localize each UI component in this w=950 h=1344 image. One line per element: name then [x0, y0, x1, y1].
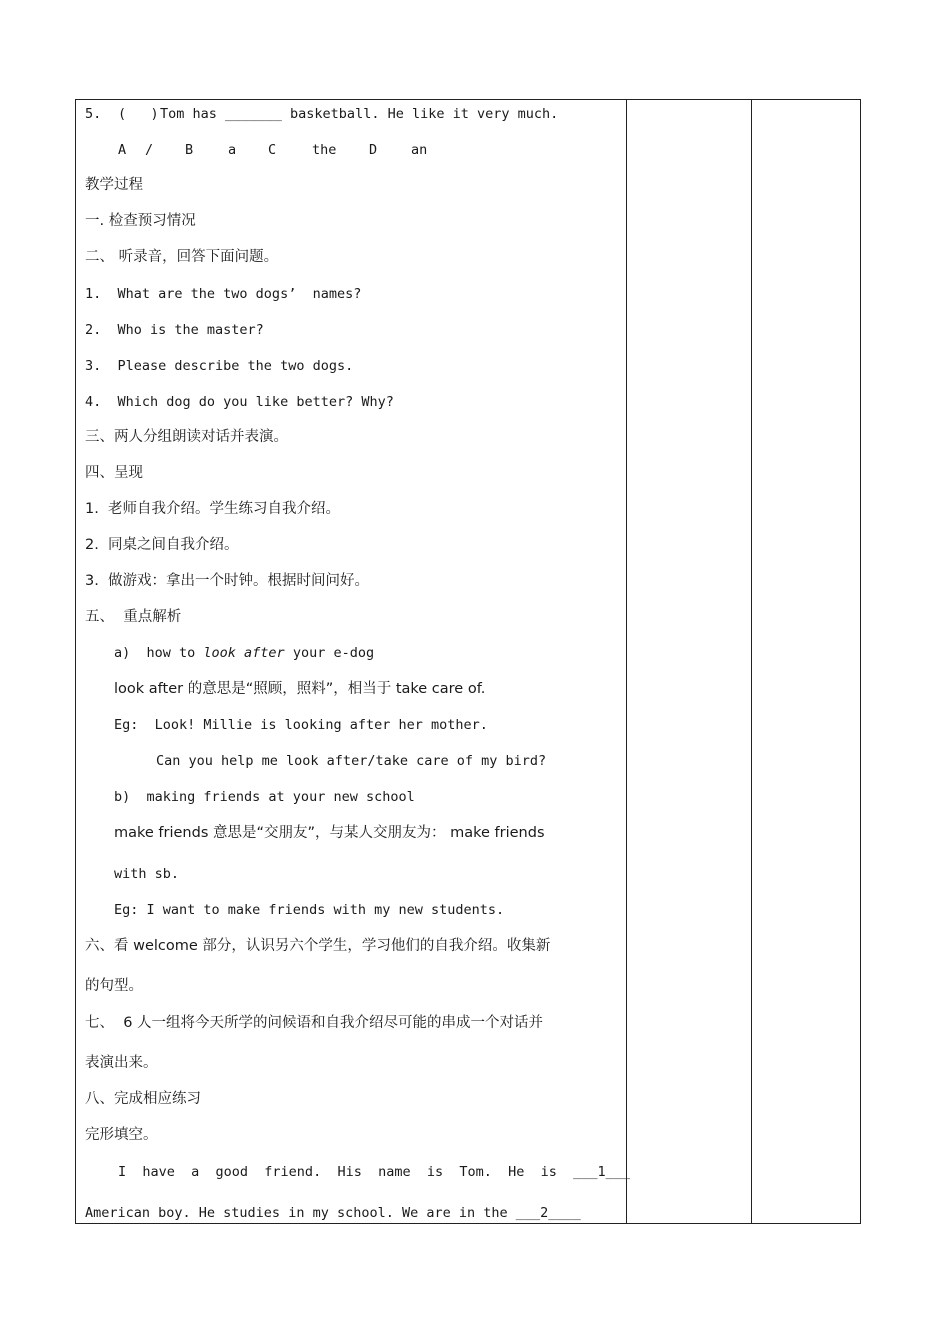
- listen-question-2: 2. Who is the master?: [85, 322, 264, 338]
- point-a-phrase: look after: [203, 645, 285, 661]
- section-7-line-2: 表演出来。: [85, 1055, 158, 1071]
- section-4: 四、呈现: [85, 465, 143, 481]
- section-5: 五、 重点解析: [85, 609, 182, 625]
- q5-option-b-letter: B: [185, 142, 194, 158]
- q5-option-c-letter: C: [268, 142, 277, 158]
- section-3: 三、两人分组朗读对话并表演。: [85, 429, 288, 445]
- q5-option-b-value: a: [228, 142, 237, 158]
- present-item-2: 2. 同桌之间自我介绍。: [85, 537, 239, 553]
- q5-option-a-letter: A: [118, 142, 127, 158]
- q5-paren: ( ): [118, 106, 159, 122]
- listen-question-4: 4. Which dog do you like better? Why?: [85, 394, 394, 410]
- listen-question-3: 3. Please describe the two dogs.: [85, 358, 354, 374]
- q5-option-a-value: /: [145, 142, 154, 158]
- section-6-line-1: 六、看 welcome 部分，认识另六个学生，学习他们的自我介绍。收集新: [85, 938, 551, 954]
- cloze-line-1: I have a good friend. His name is Tom. He is ___1___: [118, 1164, 631, 1180]
- q5-option-d-letter: D: [369, 142, 378, 158]
- point-b: b) making friends at your new school: [114, 789, 415, 805]
- column-divider-1: [626, 100, 627, 1223]
- process-title: 教学过程: [85, 177, 143, 193]
- listen-question-1: 1. What are the two dogs’ names?: [85, 286, 362, 302]
- point-a-example-2: Can you help me look after/take care of my bird?: [156, 753, 547, 769]
- q5-option-d-value: an: [411, 142, 428, 158]
- section-2: 二、 听录音，回答下面问题。: [85, 249, 279, 265]
- cloze-line-2: American boy. He studies in my school. We are in the ___2____: [85, 1205, 581, 1221]
- point-a: [114, 644, 374, 662]
- q5-number: 5.: [85, 106, 102, 122]
- present-item-3: 3. 做游戏：拿出一个时钟。根据时间问好。: [85, 573, 370, 589]
- lesson-table: [75, 99, 861, 1224]
- column-divider-2: [751, 100, 752, 1223]
- point-b-meaning-2: with sb.: [114, 866, 180, 882]
- present-item-1: 1. 老师自我介绍。学生练习自我介绍。: [85, 501, 341, 517]
- point-a-example-1: Eg: Look! Millie is looking after her mother.: [114, 717, 488, 733]
- point-a-prefix: a) how to: [114, 645, 204, 661]
- point-a-meaning: look after 的意思是“照顾，照料”，相当于 take care of.: [114, 681, 486, 697]
- q5-option-c-value: the: [312, 142, 337, 158]
- point-b-meaning-1: make friends 意思是“交朋友”，与某人交朋友为： make friends: [114, 825, 545, 841]
- section-8: 八、完成相应练习: [85, 1091, 201, 1107]
- cloze-title: 完形填空。: [85, 1127, 158, 1143]
- point-b-example: Eg: I want to make friends with my new students.: [114, 902, 505, 918]
- section-1: 一. 检查预习情况: [85, 213, 196, 229]
- point-a-suffix: your e-dog: [284, 645, 375, 661]
- section-7-line-1: 七、 6 人一组将今天所学的问候语和自我介绍尽可能的串成一个对话并: [85, 1015, 544, 1031]
- q5-text: Tom has _______ basketball. He like it very much.: [160, 106, 559, 122]
- section-6-line-2: 的句型。: [85, 978, 143, 994]
